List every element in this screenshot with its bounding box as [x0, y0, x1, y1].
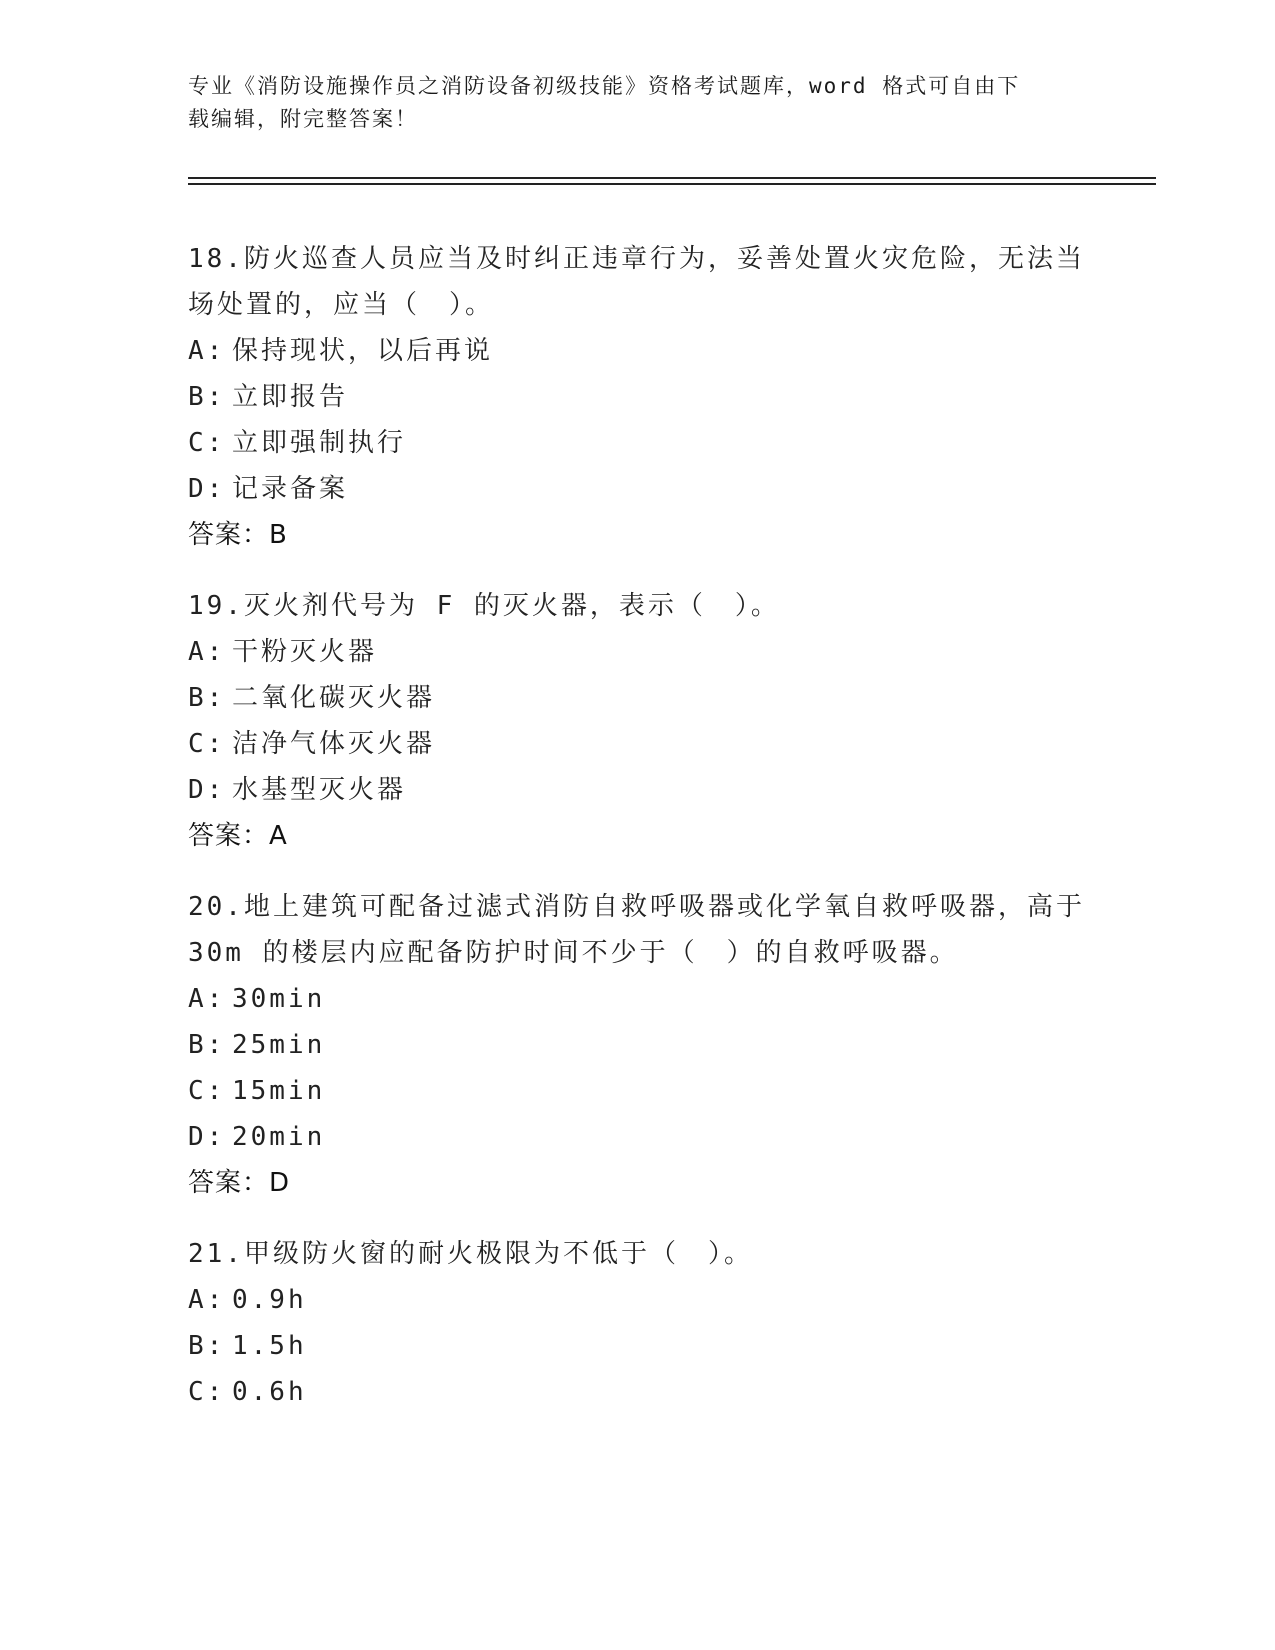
- option-text: 记录备案: [232, 474, 349, 504]
- option-label: D:: [188, 775, 226, 805]
- option-c: [188, 1369, 1088, 1415]
- option-text: 0.6h: [232, 1377, 307, 1407]
- option-label: C:: [188, 1377, 226, 1407]
- option-label: D:: [188, 1122, 226, 1152]
- option-text: 15min: [232, 1076, 326, 1106]
- option-c: [188, 721, 1088, 767]
- option-b: [188, 374, 1088, 420]
- option-a: [188, 328, 1088, 374]
- question-text: 20.地上建筑可配备过滤式消防自救呼吸器或化学氧自救呼吸器，高于: [188, 892, 1085, 922]
- option-label: C:: [188, 428, 226, 458]
- header-line-1: 专业《消防设施操作员之消防设备初级技能》资格考试题库，word 格式可自由下: [188, 74, 1021, 98]
- question-20: [188, 884, 1088, 1206]
- option-label: D:: [188, 474, 226, 504]
- question-text: 19.灭火剂代号为 F 的灭火器，表示（ ）。: [188, 591, 780, 621]
- option-b: [188, 675, 1088, 721]
- option-label: B:: [188, 382, 226, 412]
- option-label: B:: [188, 683, 226, 713]
- option-text: 洁净气体灭火器: [232, 729, 436, 759]
- option-text: 30min: [232, 984, 326, 1014]
- option-label: A:: [188, 984, 226, 1014]
- question-text: 21.甲级防火窗的耐火极限为不低于（ ）。: [188, 1239, 753, 1269]
- option-text: 保持现状，以后再说: [232, 336, 494, 366]
- option-text: 立即报告: [232, 382, 349, 412]
- option-label: A:: [188, 637, 226, 667]
- option-c: [188, 1068, 1088, 1114]
- option-text: 二氧化碳灭火器: [232, 683, 436, 713]
- answer: 答案：A: [188, 821, 288, 851]
- option-text: 干粉灭火器: [232, 637, 378, 667]
- option-label: B:: [188, 1030, 226, 1060]
- header-divider-bottom: [188, 183, 1156, 185]
- option-b: [188, 1323, 1088, 1369]
- option-c: [188, 420, 1088, 466]
- option-b: [188, 1022, 1088, 1068]
- option-a: [188, 1277, 1088, 1323]
- question-text-continued: 30m 的楼层内应配备防护时间不少于（ ）的自救呼吸器。: [188, 938, 959, 968]
- question-18: [188, 236, 1088, 558]
- option-label: B:: [188, 1331, 226, 1361]
- option-text: 0.9h: [232, 1285, 307, 1315]
- option-a: [188, 629, 1088, 675]
- option-d: [188, 1114, 1088, 1160]
- option-label: C:: [188, 729, 226, 759]
- option-text: 25min: [232, 1030, 326, 1060]
- header-divider-top: [188, 177, 1156, 179]
- question-19: [188, 583, 1088, 859]
- answer: 答案：B: [188, 520, 288, 550]
- option-text: 立即强制执行: [232, 428, 407, 458]
- option-label: C:: [188, 1076, 226, 1106]
- option-label: A:: [188, 336, 226, 366]
- question-text-continued: 场处置的，应当（ ）。: [188, 290, 495, 320]
- question-text: 18.防火巡查人员应当及时纠正违章行为，妥善处置火灾危险，无法当: [188, 244, 1085, 274]
- question-list: [188, 236, 1088, 1440]
- option-text: 1.5h: [232, 1331, 307, 1361]
- option-text: 20min: [232, 1122, 326, 1152]
- option-label: A:: [188, 1285, 226, 1315]
- question-21: [188, 1231, 1088, 1415]
- answer: 答案：D: [188, 1168, 291, 1198]
- header-line-2: 载编辑，附完整答案！: [188, 107, 418, 131]
- option-d: [188, 466, 1088, 512]
- option-d: [188, 767, 1088, 813]
- document-header: [188, 70, 1068, 136]
- option-a: [188, 976, 1088, 1022]
- option-text: 水基型灭火器: [232, 775, 407, 805]
